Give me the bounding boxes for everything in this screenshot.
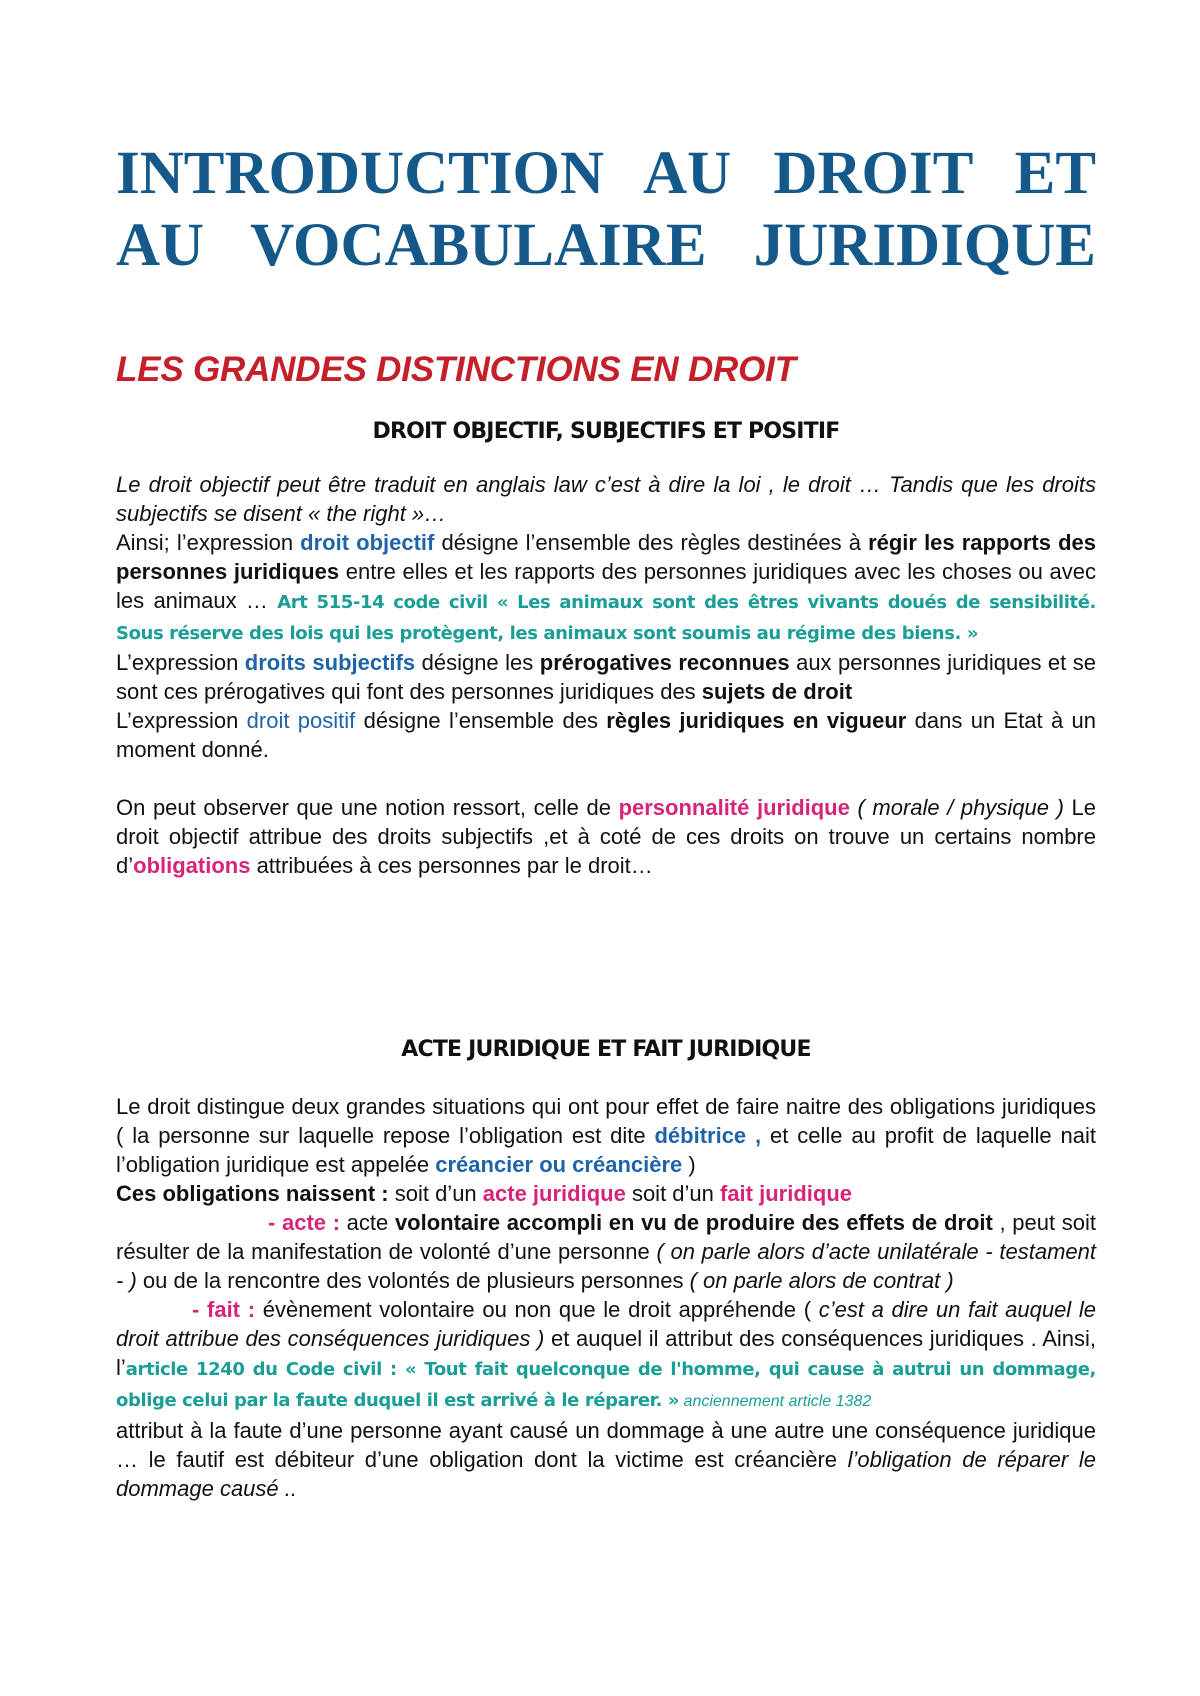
paragraph-faute: attribut à la faute d’une personne ayant causé un dommage à une autre une conséquence juridique … le fautif est débiteur d’une obligation dont la victime est créancière l’obligation de réparer le dommage causé .. bbox=[116, 1418, 1096, 1501]
paragraph-fait: - fait : évènement volontaire ou non que le droit appréhende ( c’est a dire un fait auquel le droit attribue des conséquences juridiques ) et auquel il attribut des conséquences juridiques . Ainsi, l’article 1240 du Code civil : « Tout fait quelconque de l'homme, qui cause à autrui un dommage, oblige celui par la faute duquel il est arrivé à le réparer. » anciennement article 1382 bbox=[116, 1297, 1097, 1411]
title-line-2: AU VOCABULAIRE JURIDIQUE bbox=[116, 212, 1096, 279]
paragraph-personnalite: On peut observer que une notion ressort, celle de personnalité juridique ( morale / physique ) Le droit objectif attribue des droits subjectifs ,et à coté de ces droits on trouve un certains nombre d’obligations attribuées à ces personnes par le droit… bbox=[116, 795, 1096, 878]
term-droits-subjectifs: droits subjectifs bbox=[244, 650, 416, 675]
label-fait: - fait : bbox=[192, 1297, 256, 1322]
term-debitrice: débitrice , bbox=[654, 1123, 762, 1148]
paragraph-droit-objectif: Ainsi; l’expression droit objectif désigne l’ensemble des règles destinées à régir les rapports des personnes juridiques entre elles et les rapports des personnes juridiques avec les choses ou avec les animaux … Art 515-14 code civil « Les animaux sont des êtres vivants doués de sensibilité. Sous réserve des lois qui les protègent, les animaux sont soumis au régime des biens. » bbox=[116, 530, 1096, 644]
article-1382-note: anciennement article 1382 bbox=[679, 1393, 872, 1410]
term-personnalite-juridique: personnalité juridique bbox=[618, 795, 850, 820]
section-1-body bbox=[116, 470, 1096, 880]
term-fait-juridique: fait juridique bbox=[720, 1181, 852, 1206]
title-line-1: INTRODUCTION AU DROIT ET bbox=[116, 140, 1096, 207]
term-obligations: obligations bbox=[133, 853, 251, 878]
article-515-14: Art 515-14 code civil « Les animaux sont des êtres vivants doués de sensibilité. Sous réserve des lois qui les protègent, les animaux sont soumis au régime des biens. » bbox=[116, 592, 1096, 644]
section-2-heading: ACTE JURIDIQUE ET FAIT JURIDIQUE bbox=[401, 1037, 811, 1062]
section-1-heading: DROIT OBJECTIF, SUBJECTIFS ET POSITIF bbox=[372, 419, 840, 444]
paragraph-droits-subjectifs: L’expression droits subjectifs désigne les prérogatives reconnues aux personnes juridiques et se sont ces prérogatives qui font des personnes juridiques des sujets de droit bbox=[116, 650, 1097, 704]
term-droit-positif: droit positif bbox=[246, 708, 356, 733]
document-title bbox=[116, 138, 1096, 282]
section-1-intro: Le droit objectif peut être traduit en anglais law c’est à dire la loi , le droit … Tandis que les droits subjectifs se disent « the right »… bbox=[116, 472, 1096, 526]
term-acte-juridique: acte juridique bbox=[482, 1181, 626, 1206]
paragraph-droit-positif: L’expression droit positif désigne l’ensemble des règles juridiques en vigueur dans un Etat à un moment donné. bbox=[116, 708, 1097, 762]
paragraph-obligations: Le droit distingue deux grandes situations qui ont pour effet de faire naitre des obligations juridiques ( la personne sur laquelle repose l’obligation est dite débitrice , et celle au profit de laquelle nait l’obligation juridique est appelée créancier ou créancière ) bbox=[116, 1094, 1096, 1177]
term-creancier: créancier ou créancière bbox=[435, 1152, 683, 1177]
document-subtitle: LES GRANDES DISTINCTIONS EN DROIT bbox=[116, 350, 796, 389]
label-acte: - acte : bbox=[268, 1210, 341, 1235]
paragraph-naissance: Ces obligations naissent : soit d’un acte juridique soit d’un fait juridique bbox=[116, 1181, 852, 1206]
term-droit-objectif: droit objectif bbox=[300, 530, 435, 555]
paragraph-acte: - acte : acte volontaire accompli en vu de produire des effets de droit , peut soit résulter de la manifestation de volonté d’une personne ( on parle alors d’acte unilatérale - testament - ) ou de la rencontre des volontés de plusieurs personnes ( on parle alors de contrat ) bbox=[116, 1210, 1096, 1293]
article-1240: article 1240 du Code civil : « Tout fait quelconque de l'homme, qui cause à autrui un dommage, oblige celui par la faute duquel il est arrivé à le réparer. » bbox=[116, 1359, 1096, 1411]
section-2-body bbox=[116, 1092, 1096, 1503]
